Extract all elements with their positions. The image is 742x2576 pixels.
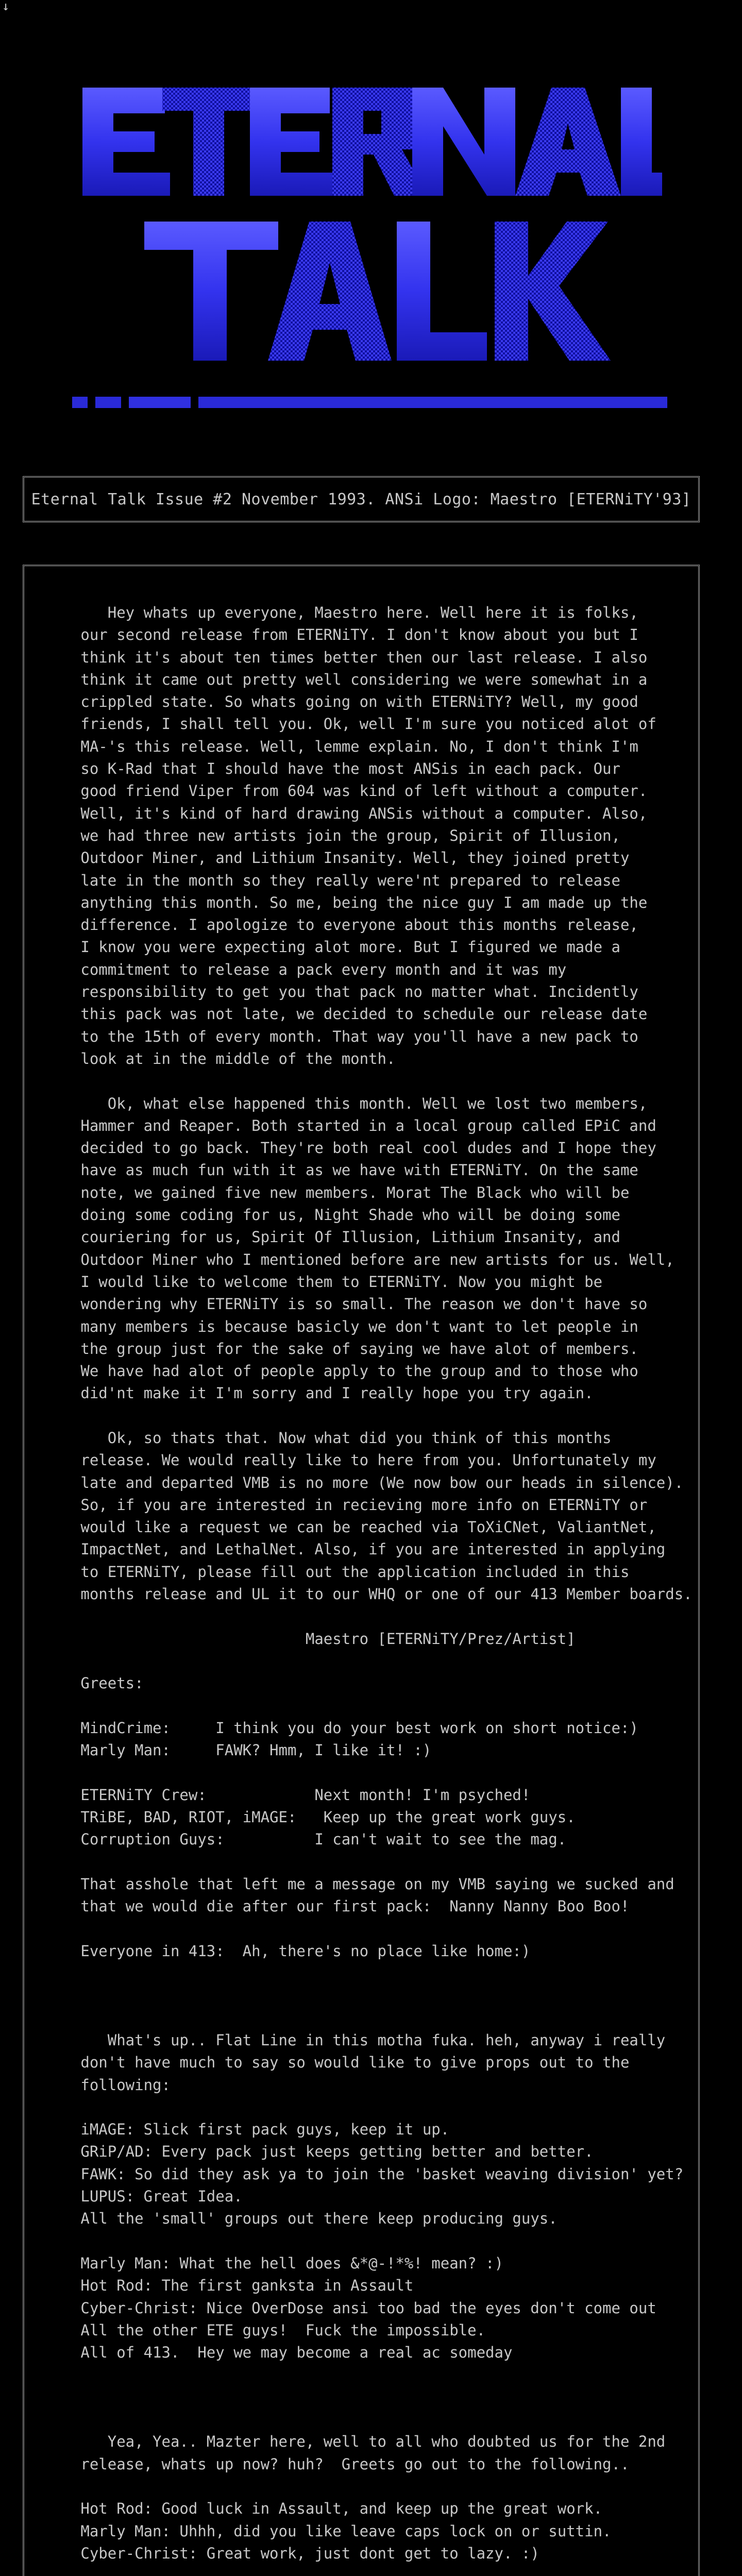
cursor-arrow-icon: ↓ — [2, 0, 10, 13]
logo-word-talk — [144, 222, 611, 361]
article-paragraph: Hey whats up everyone, Maestro here. Well here it is folks, our second release from ETERNiTY. I don't know about you but I think it's about ten times better then our last release. I also think it came out pretty well considering we were somewhat in a crippled state. So whats going on with ETERNiTY? Well, my good friends, I shall tell you. Ok, well I'm sure you noticed alot of MA-'s this release. Well, lemme explain. No, I don't think I'm so K-Rad that I should have the most ANSis in each pack. Our good friend Viper from 604 was kind of left without a computer. Well, it's kind of hard drawing ANSis without a computer. Also, we had three new artists join the group, Spirit of Illusion, Outdoor Miner, and Lithium Insanity. Well, they joined pretty late in the month so they really were'nt prepared to release anything this month. So me, being the nice guy I am made up the difference. I apologize to everyone about this months release, I know you were expecting alot more. But I figured we made a commitment to release a pack every month and it was my responsibility to get you that pack no matter what. Incidently this pack was not late, we decided to schedule our release date to the 15th of every month. That way you'll have a new pack to look at in the middle of the month. — [80, 604, 656, 1067]
article-paragraph: MindCrime: I think you do your best work on short notice:) Marly Man: FAWK? Hmm, I like it! :) — [80, 1719, 638, 1759]
article-paragraph: Maestro [ETERNiTY/Prez/Artist] — [54, 1630, 576, 1648]
article-paragraph: ETERNiTY Crew: Next month! I'm psyched! TRiBE, BAD, RIOT, iMAGE: Keep up the great work guys. Corruption Guys: I can't wait to see the mag. — [80, 1786, 576, 1849]
article-paragraph: Yea, Yea.. Mazter here, well to all who doubted us for the 2nd release, whats up now? huh? Greets go out to the following.. — [80, 2433, 666, 2473]
article-paragraph: Hot Rod: Good luck in Assault, and keep up the great work. Marly Man: Uhhh, did you like leave caps lock on or suttin. Cyber-Christ: Great work, just dont get to lazy. :) — [80, 2500, 612, 2562]
article-paragraph: Everyone in 413: Ah, there's no place like home:) — [54, 1942, 531, 1960]
article-paragraph: Ok, so thats that. Now what did you think of this months release. We would really like to here from you. Unfortunately my late and departed VMB is no more (We now bow our heads in silence). So, if you are interested in recieving more info on ETERNiTY or would like a request we can be reached via ToXiCNet, ValiantNet, ImpactNet, and LethalNet. Also, if you are interested in applying to ETERNiTY, please fill out the application included in this months release and UL it to our WHQ or one of our 413 Member boards. — [80, 1429, 693, 1603]
logo-underline — [72, 397, 667, 408]
logo-word-eternal — [82, 88, 662, 196]
article-paragraph: Marly Man: What the hell does &*@-!*%! mean? :) Hot Rod: The first ganksta in Assault Cyber-Christ: Nice OverDose ansi too bad the eyes don't come out All the other ETE guys! Fuck the impossible. All of 413. Hey we may become a real ac someday — [80, 2254, 656, 2362]
article-paragraph: What's up.. Flat Line in this motha fuka. heh, anyway i really don't have much to say so would like to give props out to the following: — [80, 2031, 666, 2094]
issue-header-box — [23, 476, 700, 522]
article-text — [54, 602, 693, 2576]
article-paragraph: Greets: — [54, 1674, 144, 1692]
issue-header-text: Eternal Talk Issue #2 November 1993. ANSi Logo: Maestro [ETERNiTY'93] — [31, 490, 692, 509]
article-paragraph: iMAGE: Slick first pack guys, keep it up. GRiP/AD: Every pack just keeps getting better and better. FAWK: So did they ask ya to join the 'basket weaving division' yet? LUPUS: Great Idea. All the 'small' groups out there keep producing guys. — [80, 2121, 684, 2228]
article-paragraph: Ok, what else happened this month. Well we lost two members, Hammer and Reaper. Both started in a local group called EPiC and decided to go back. They're both real cool dudes and I hope they have as much fun with it as we have with ETERNiTY. On the same note, we gained five new members. Morat The Black who will be doing some coding for us, Night Shade who will be doing some couriering for us, Spirit Of Illusion, Lithium Insanity, and Outdoor Miner who I mentioned before are new artists for us. Well, I would like to welcome them to ETERNiTY. Now you might be wondering why ETERNiTY is so small. The reason we don't have so many members is because basicly we don't want to let people in the group just for the sake of saying we have alot of members. We have had alot of people apply to the group and to those who did'nt make it I'm sorry and I really hope you try again. — [80, 1094, 674, 1402]
article-paragraph: That asshole that left me a message on my VMB saying we sucked and that we would die after our first pack: Nanny Nanny Boo Boo! — [80, 1875, 674, 1916]
eternal-talk-ansi-logo — [72, 72, 670, 428]
